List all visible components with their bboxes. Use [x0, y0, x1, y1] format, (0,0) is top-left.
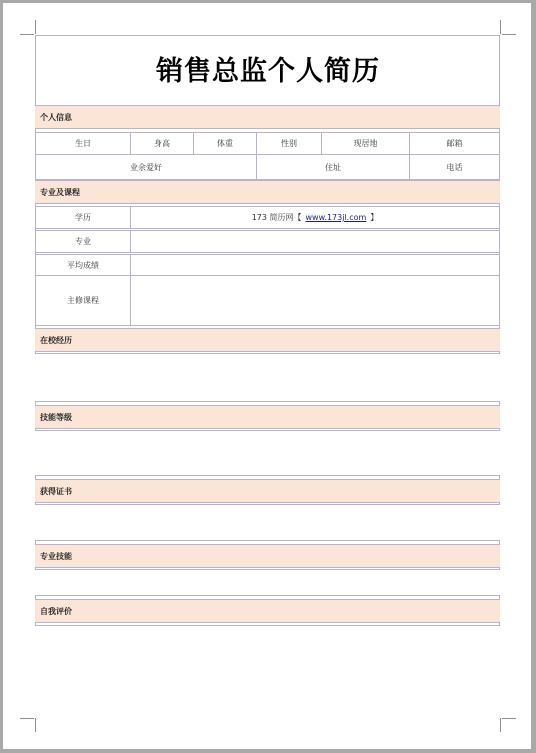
- field-gender: 性别: [256, 132, 322, 155]
- section-skills: 技能等级: [35, 405, 500, 429]
- crop-mark: [502, 718, 516, 719]
- section-self-eval: 自我评价: [35, 599, 500, 623]
- section-major: 专业及课程: [35, 180, 500, 204]
- section-certificates: 获得证书: [35, 479, 500, 503]
- field-phone: 电话: [409, 154, 500, 180]
- crop-mark: [35, 718, 36, 732]
- crop-mark: [20, 718, 34, 719]
- field-degree: 学历: [35, 206, 131, 229]
- field-major: 专业: [35, 230, 131, 253]
- field-birthday: 生日: [35, 132, 131, 155]
- field-hobbies: 业余爱好: [35, 154, 257, 180]
- field-courses: 主修课程: [35, 275, 131, 326]
- field-degree-value: [130, 206, 500, 229]
- skills-content: [35, 430, 500, 476]
- crop-mark: [500, 718, 501, 732]
- field-major-value: [130, 230, 500, 253]
- field-gpa-value: [130, 254, 500, 276]
- certificates-content: [35, 504, 500, 541]
- crop-mark: [502, 34, 516, 35]
- school-content: [35, 353, 500, 402]
- crop-mark: [35, 20, 36, 34]
- crop-mark: [20, 34, 34, 35]
- section-professional-skills: 专业技能: [35, 544, 500, 568]
- field-height: 身高: [130, 132, 194, 155]
- field-courses-value: [130, 275, 500, 326]
- section-personal: 个人信息: [35, 105, 500, 129]
- field-email: 邮箱: [409, 132, 500, 155]
- field-address: 住址: [256, 154, 410, 180]
- self-eval-content: [35, 625, 500, 706]
- degree-suffix: 】: [370, 213, 379, 222]
- page-title: 销售总监个人简历: [156, 56, 380, 87]
- section-school: 在校经历: [35, 328, 500, 352]
- field-residence: 现居地: [321, 132, 410, 155]
- field-gpa: 平均成绩: [35, 254, 131, 276]
- degree-prefix: 173 简历网【: [251, 213, 302, 222]
- crop-mark: [500, 20, 501, 34]
- professional-skills-content: [35, 569, 500, 596]
- field-weight: 体重: [193, 132, 257, 155]
- website-link[interactable]: www.173jl.com: [305, 213, 367, 222]
